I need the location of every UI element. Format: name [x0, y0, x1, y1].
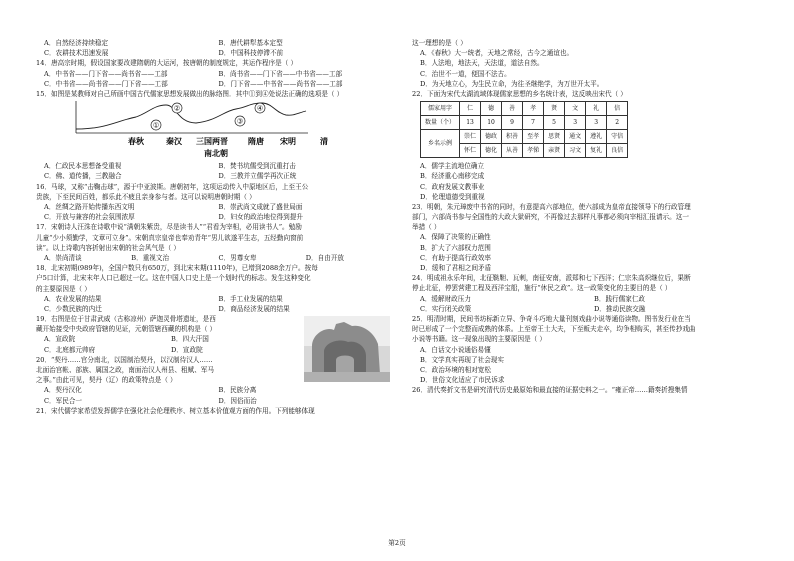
- table-cell: 怀仁: [460, 144, 481, 158]
- table-cell: 至孝: [523, 130, 544, 144]
- option[interactable]: C．少数民族的内迁: [44, 304, 102, 313]
- option[interactable]: B．经济重心南移完成: [420, 172, 485, 181]
- option[interactable]: C．农耕技术迅速发展: [44, 49, 109, 58]
- option[interactable]: D．缓和了君相之间矛盾: [420, 264, 492, 272]
- option[interactable]: C．男尊女卑: [218, 253, 257, 262]
- option[interactable]: A．《春秋》大一统者，天地之常经，古今之通谊也。: [420, 49, 574, 58]
- axis-label: 春秋: [128, 136, 144, 147]
- table-cell: 思贤: [544, 130, 565, 144]
- option[interactable]: A．中书省——门下省——尚书省——工部: [44, 69, 168, 78]
- table-cell: 文: [565, 102, 586, 116]
- option[interactable]: D．中国科技停滞不前: [218, 49, 284, 58]
- option[interactable]: D．门下省——中书省——尚书省——工部: [218, 79, 343, 88]
- q19-options-row2: [36, 345, 298, 355]
- question-17-line: 儿童“少小须勤学，文章可立身”。宋朝真宗皇帝也奉劝青年“男儿欲遂平生志，五经勤向窗前: [36, 233, 304, 242]
- q13-options-row1: [36, 38, 393, 48]
- axis-label: 宋明: [280, 136, 296, 147]
- table-cell: 复礼: [586, 144, 607, 158]
- option[interactable]: C．佛、道传播，三教融合: [44, 172, 122, 181]
- option[interactable]: A．崇尚清谈: [44, 253, 82, 262]
- option[interactable]: B．四大汗国: [171, 335, 209, 344]
- table-cell: 孝: [523, 102, 544, 116]
- table-cell: 德: [481, 102, 502, 116]
- option[interactable]: B．手工业发展的结果: [218, 294, 283, 303]
- question-25-line: 时已形成了一个完整而成熟的体系。上至帝王士大夫，下至贩夫走卒，均争相购买，甚至传抄戏曲: [412, 325, 696, 334]
- option[interactable]: C．北庭都元帅府: [44, 345, 96, 354]
- option[interactable]: D．因俗而治: [218, 396, 257, 405]
- question-24-line: 24．明成祖永乐年间，北征鞑靼、瓦剌，南征安南，派郑和七下西洋；仁宗朱高炽继位后，果断: [412, 274, 691, 283]
- question-22-stem: 22．下面为宋代太湖流域体现儒家思想的乡名统计表，这反映出宋代（ ）: [412, 89, 627, 98]
- option[interactable]: D．宣政院: [171, 345, 203, 354]
- q20-options-row1: [36, 385, 393, 395]
- q15-options-row1: [36, 161, 393, 171]
- option[interactable]: A．缓解财政压力: [420, 294, 471, 303]
- question-18-line: 的主要原因是（ ）: [36, 284, 91, 293]
- axis-label: 清: [320, 136, 328, 147]
- table-row: [421, 130, 628, 144]
- township-names-table: [420, 101, 628, 158]
- q14-options-row2: [36, 79, 393, 89]
- table-cell: 13: [460, 116, 481, 130]
- option[interactable]: A．宣政院: [44, 335, 76, 344]
- option[interactable]: D．商品经济发展的结果: [218, 304, 290, 313]
- axis-label: 南北朝: [204, 148, 228, 159]
- question-18-line: 18．北宋初期(989年)，全国户数只有650万，到北宋末期(1110年)，已增到2088余万户。按每: [36, 264, 318, 273]
- q18-options-row1: [36, 294, 393, 304]
- question-20-line: 之事。”由此可见，契丹（辽）的政策特点是（ ）: [36, 376, 177, 385]
- option[interactable]: D．自由开放: [305, 253, 345, 262]
- question-24-line: 停止北征，停罢营建工程及西洋宝船，施行“休民之政”。这一政策变化的主要目的是（ ）: [412, 284, 672, 293]
- option[interactable]: C．有助于提高行政效率: [420, 253, 491, 262]
- option[interactable]: B．扩大了六部权力范围: [420, 243, 491, 252]
- table-cell: 亲贤: [544, 144, 565, 158]
- axis-label: 秦汉: [166, 136, 182, 147]
- q15-options-row2: [36, 171, 393, 181]
- table-cell: 习文: [565, 144, 586, 158]
- table-cell: 贤: [544, 102, 565, 116]
- table-cell: 信: [607, 102, 628, 116]
- question-14-stem: 14．唐高宗时期，假设国家要改建隋朝的大运河，按唐朝的制度规定，其运作程序是（ ）: [36, 59, 298, 68]
- table-cell: 3: [586, 116, 607, 130]
- option[interactable]: A．仁政民本思想备受重视: [44, 162, 122, 171]
- option[interactable]: C．政府发展文教事业: [420, 182, 485, 191]
- q16-options-row2: [36, 212, 393, 222]
- q13-options-row2: [36, 48, 393, 58]
- option[interactable]: A．丝绸之路开始传播东西文明: [44, 202, 135, 211]
- question-21-line: 21．宋代儒学家希望发挥儒学在强化社会伦理秩序、树立基本价值观方面的作用。下列能够体现: [36, 406, 315, 415]
- option[interactable]: B．焚书坑儒受到沉重打击: [218, 162, 296, 171]
- option[interactable]: C．治世不一道，便国不法古。: [420, 69, 511, 78]
- marker-label-2: ②: [173, 104, 181, 113]
- marker-label-4: ④: [256, 104, 264, 113]
- left-column: [36, 38, 393, 416]
- table-cell: 守信: [607, 130, 628, 144]
- option[interactable]: B．人法地，地法天，天法道，道法自然。: [420, 59, 544, 68]
- option[interactable]: B．崇武尚文成就了盛世局面: [218, 202, 303, 211]
- table-cell: 通文: [565, 130, 586, 144]
- option[interactable]: C．政治环境的相对宽松: [420, 365, 491, 374]
- table-cell: 乡名示例: [421, 130, 460, 158]
- option[interactable]: D．推动民族交融: [594, 304, 646, 313]
- timeline-diagram: [36, 99, 336, 161]
- option[interactable]: D．妇女的政治地位得到提升: [218, 213, 303, 222]
- table-cell: 善: [502, 102, 523, 116]
- page-number: 第2页: [388, 539, 406, 547]
- table-cell: 德政: [481, 130, 502, 144]
- table-cell: 2: [607, 116, 628, 130]
- option[interactable]: B．尚书省——门下省——中书省——工部: [218, 69, 343, 78]
- option[interactable]: D．世俗文化适应了市民诉求: [420, 376, 505, 385]
- option[interactable]: A．保障了决策的正确性: [420, 233, 491, 242]
- marker-label-3: ③: [236, 117, 244, 126]
- table-row: [421, 116, 628, 130]
- right-column: [412, 38, 768, 395]
- option[interactable]: B．重视文治: [131, 253, 170, 262]
- table-cell: 5: [544, 116, 565, 130]
- confucianism-timeline-figure: [36, 99, 393, 161]
- q16-options-row1: [36, 202, 393, 212]
- table-cell: 仁: [460, 102, 481, 116]
- question-19-line: 19．右图是位于甘肃武威（古称凉州）萨迦灵骨塔遗址，是西: [36, 315, 216, 324]
- option[interactable]: B．践行儒家仁政: [594, 294, 646, 303]
- option[interactable]: A．白话文小说通俗易懂: [420, 345, 491, 354]
- axis-label: 三国两晋: [196, 136, 228, 147]
- table-cell: 3: [565, 116, 586, 130]
- table-cell: 7: [523, 116, 544, 130]
- question-25-line: 25．明清时期，民间书坊标新立异、争奇斗巧地大量刊刻戏曲小说等通俗读物。图书发行业在当: [412, 314, 691, 323]
- option[interactable]: B．唐代耕犁基本定型: [218, 39, 283, 47]
- question-21-continuation: 这一理想的是（ ）: [412, 39, 467, 47]
- table-cell: 礼: [586, 102, 607, 116]
- marker-label-1: ①: [152, 121, 160, 130]
- q18-options-row2: [36, 304, 393, 314]
- question-17-line: 读”。以上诗歌内容折射出宋朝的社会风气是（ ）: [36, 243, 180, 252]
- question-17-line: 17．宋朝诗人汪洙在诗歌中说“满朝朱紫贵，尽是读书人”“君看为宰相，必用读书人”。勉励: [36, 223, 302, 232]
- question-23-line: 23．明朝，朱元璋废中书省的同时，有意提高六部地位，使六部成为皇帝直接领导下的行政管理: [412, 202, 691, 211]
- question-16-line: 16．马球，又称“击鞠击球”，源于中亚波斯。唐朝初年，这项运动传入中原地区后，上至王公: [36, 182, 309, 191]
- question-23-line: 举措（ ）: [412, 223, 441, 232]
- q20-options-row2: [36, 396, 393, 406]
- table-cell: 儒家用字: [421, 102, 460, 116]
- table-cell: 9: [502, 116, 523, 130]
- question-18-line: 户5口计算，北宋末年人口已超过一亿。这在中国人口史上是一个划时代的标志。发生这种变化: [36, 274, 311, 283]
- table-row: [421, 102, 628, 116]
- question-20-line: 20．“契丹……官分南北，以国制治契丹，以汉制待汉人……: [36, 355, 213, 364]
- table-cell: 德化: [481, 144, 502, 158]
- option[interactable]: B．文学真实再现了社会现实: [420, 355, 504, 364]
- q19-options-row1: [36, 334, 298, 344]
- option[interactable]: A．农业发展的结果: [44, 294, 102, 303]
- question-15-stem: 15．如图是某教师对自己所画中国古代儒家思想发展做出的脉络图．其中①到④处说法正确的选项是（ ）: [36, 90, 344, 98]
- question-20-line: 北面治宫帐、部族、属国之政，南面治汉人州县、租赋、军马: [36, 366, 215, 375]
- question-16-line: 贵族，下至民间百姓，都乐此不疲且亲身参与者。这可以说明唐朝时期（ ）: [36, 192, 256, 201]
- option[interactable]: D．伦理道德受到重视: [420, 192, 485, 201]
- question-19-line: 藏开始接受中央政府管辖的见证，元朝管辖西藏的机构是（ ）: [36, 325, 217, 334]
- option[interactable]: C．开放与兼容的社会氛围浓厚: [44, 213, 135, 222]
- table-cell: 积善: [502, 130, 523, 144]
- stupa-ruins-photo: [304, 316, 390, 382]
- q24-options-row1: [412, 294, 768, 304]
- axis-label: 隋唐: [248, 136, 264, 147]
- option[interactable]: B．民族分离: [218, 386, 257, 395]
- table-cell: 数量（个）: [421, 116, 460, 130]
- option[interactable]: C．中书省——尚书省——门下省——工部: [44, 79, 168, 88]
- q24-options-row2: [412, 304, 768, 314]
- option[interactable]: D．为天地立心，为生民立命，为往圣继绝学，为万世开太平。: [420, 79, 604, 88]
- option[interactable]: A．儒学主流地位确立: [420, 162, 485, 171]
- question-23-line: 部门，六部尚书参与全国性的大政大狱研究，不再像过去那样凡事都必须向宰相汇报请示。这一: [412, 213, 689, 222]
- table-cell: 遵礼: [586, 130, 607, 144]
- table-cell: 崇仁: [460, 130, 481, 144]
- question-25-line: 小说等书籍。这一现象出现的主要原因是（ ）: [412, 335, 546, 344]
- option[interactable]: A．自然经济持续稳定: [44, 39, 109, 47]
- table-cell: 孝悌: [523, 144, 544, 158]
- option[interactable]: A．契丹汉化: [44, 386, 82, 395]
- q14-options-row1: [36, 69, 393, 79]
- q17-options: [36, 253, 393, 263]
- option[interactable]: C．军民合一: [44, 396, 83, 405]
- option[interactable]: D．三教并立儒学再次正统: [218, 172, 297, 181]
- table-cell: 从善: [502, 144, 523, 158]
- table-cell: 良信: [607, 144, 628, 158]
- table-cell: 10: [481, 116, 502, 130]
- option[interactable]: C．实行闭关政策: [420, 304, 472, 313]
- question-26-line: 26．清代奏折文书是研究清代历史最原始和最直接的证据史料之一。“雍正帝……籍奏折搜集情: [412, 386, 688, 395]
